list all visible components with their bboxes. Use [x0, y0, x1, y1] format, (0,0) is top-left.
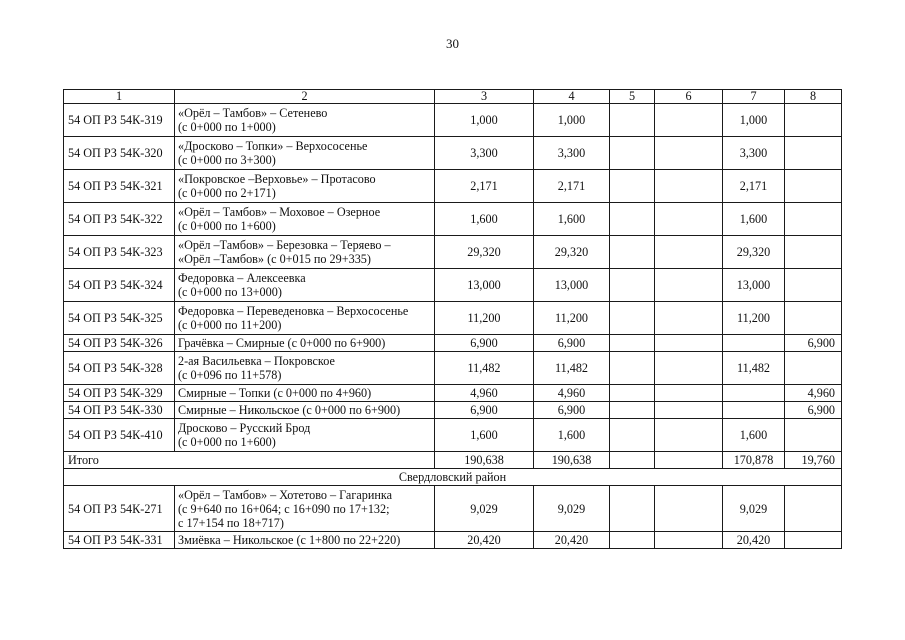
road-code-cell: 54 ОП РЗ 54К-271	[64, 486, 175, 532]
table-row	[64, 269, 842, 302]
value-cell-c3: 1,600	[435, 419, 534, 452]
table-row	[64, 486, 842, 532]
value-cell-c6	[655, 137, 723, 170]
value-cell-c5	[610, 236, 655, 269]
value-cell-c7: 1,000	[723, 104, 785, 137]
value-cell-c3: 20,420	[435, 532, 534, 549]
road-name-cell	[175, 170, 435, 203]
value-cell-c4: 1,600	[534, 203, 610, 236]
value-cell-c7	[723, 402, 785, 419]
road-name-line: (с 0+000 по 1+600)	[178, 219, 276, 233]
road-code-cell: 54 ОП РЗ 54К-322	[64, 203, 175, 236]
value-cell-c3: 2,171	[435, 170, 534, 203]
total-row	[64, 452, 842, 469]
road-code-cell: 54 ОП РЗ 54К-321	[64, 170, 175, 203]
table-row	[64, 419, 842, 452]
value-cell-c3: 11,482	[435, 352, 534, 385]
road-name-line: (с 0+000 по 13+000)	[178, 285, 282, 299]
value-cell-c5	[610, 335, 655, 352]
table-row	[64, 302, 842, 335]
road-name-line: Смирные – Топки (с 0+000 по 4+960)	[178, 386, 372, 400]
road-name-line: Дросково – Русский Брод	[178, 421, 311, 435]
value-cell-c8	[785, 419, 842, 452]
value-cell-c3: 13,000	[435, 269, 534, 302]
road-code-cell: 54 ОП РЗ 54К-410	[64, 419, 175, 452]
value-cell-c6	[655, 335, 723, 352]
value-cell-c4: 11,200	[534, 302, 610, 335]
road-name-line: «Дросково – Топки» – Верхососенье	[178, 139, 368, 153]
header-cell-2: 2	[175, 90, 435, 104]
value-cell-c4: 11,482	[534, 352, 610, 385]
total-cell-c5	[610, 452, 655, 469]
total-cell-c6	[655, 452, 723, 469]
value-cell-c3: 6,900	[435, 335, 534, 352]
road-code-cell: 54 ОП РЗ 54К-320	[64, 137, 175, 170]
road-name-cell	[175, 236, 435, 269]
table-row	[64, 137, 842, 170]
value-cell-c3: 1,600	[435, 203, 534, 236]
road-name-cell	[175, 402, 435, 419]
total-cell-c4: 190,638	[534, 452, 610, 469]
table-row	[64, 385, 842, 402]
value-cell-c6	[655, 203, 723, 236]
value-cell-c6	[655, 236, 723, 269]
value-cell-c5	[610, 419, 655, 452]
header-cell-1: 1	[64, 90, 175, 104]
value-cell-c6	[655, 486, 723, 532]
table-row	[64, 170, 842, 203]
value-cell-c8	[785, 269, 842, 302]
road-name-line: (с 0+000 по 3+300)	[178, 153, 276, 167]
table-row	[64, 532, 842, 549]
road-name-line: Смирные – Никольское (с 0+000 по 6+900)	[178, 403, 401, 417]
value-cell-c5	[610, 352, 655, 385]
value-cell-c6	[655, 352, 723, 385]
road-table	[63, 89, 842, 549]
road-code-cell: 54 ОП РЗ 54К-329	[64, 385, 175, 402]
road-code-cell: 54 ОП РЗ 54К-324	[64, 269, 175, 302]
value-cell-c7	[723, 385, 785, 402]
total-cell-c8: 19,760	[785, 452, 842, 469]
value-cell-c8	[785, 302, 842, 335]
value-cell-c8: 6,900	[785, 402, 842, 419]
road-name-cell	[175, 302, 435, 335]
road-name-cell	[175, 203, 435, 236]
table-row	[64, 236, 842, 269]
header-row	[64, 90, 842, 104]
road-name-cell	[175, 532, 435, 549]
section-title: Свердловский район	[64, 469, 842, 486]
value-cell-c5	[610, 385, 655, 402]
value-cell-c7: 9,029	[723, 486, 785, 532]
value-cell-c8	[785, 104, 842, 137]
road-name-line: Федоровка – Переведеновка – Верхососенье	[178, 304, 409, 318]
road-name-cell	[175, 419, 435, 452]
value-cell-c7: 2,171	[723, 170, 785, 203]
value-cell-c4: 9,029	[534, 486, 610, 532]
table-row	[64, 402, 842, 419]
header-cell-7: 7	[723, 90, 785, 104]
road-name-line: Змиёвка – Никольское (с 1+800 по 22+220)	[178, 533, 401, 547]
value-cell-c6	[655, 385, 723, 402]
value-cell-c4: 2,171	[534, 170, 610, 203]
value-cell-c8	[785, 532, 842, 549]
value-cell-c4: 13,000	[534, 269, 610, 302]
road-name-line: (с 0+000 по 2+171)	[178, 186, 276, 200]
value-cell-c4: 20,420	[534, 532, 610, 549]
value-cell-c3: 9,029	[435, 486, 534, 532]
table-row	[64, 335, 842, 352]
total-label: Итого	[64, 452, 435, 469]
total-cell-c3: 190,638	[435, 452, 534, 469]
road-name-cell	[175, 104, 435, 137]
value-cell-c7: 11,200	[723, 302, 785, 335]
value-cell-c7: 3,300	[723, 137, 785, 170]
value-cell-c6	[655, 302, 723, 335]
value-cell-c5	[610, 137, 655, 170]
road-name-line: (с 0+000 по 11+200)	[178, 318, 282, 332]
road-name-line: (с 0+000 по 1+000)	[178, 120, 276, 134]
value-cell-c7: 20,420	[723, 532, 785, 549]
value-cell-c3: 4,960	[435, 385, 534, 402]
total-cell-c7: 170,878	[723, 452, 785, 469]
value-cell-c4: 6,900	[534, 335, 610, 352]
value-cell-c5	[610, 532, 655, 549]
road-code-cell: 54 ОП РЗ 54К-330	[64, 402, 175, 419]
page-number: 30	[446, 36, 459, 51]
road-name-line: с 17+154 по 18+717)	[178, 515, 284, 530]
road-name-cell	[175, 352, 435, 385]
road-name-line: «Покровское –Верховье» – Протасово	[178, 172, 376, 186]
value-cell-c6	[655, 532, 723, 549]
value-cell-c8	[785, 236, 842, 269]
value-cell-c7: 1,600	[723, 419, 785, 452]
value-cell-c8	[785, 170, 842, 203]
value-cell-c5	[610, 203, 655, 236]
road-name-line: «Орёл –Тамбов» (с 0+015 по 29+335)	[178, 252, 371, 266]
header-cell-3: 3	[435, 90, 534, 104]
header-cell-5: 5	[610, 90, 655, 104]
value-cell-c4: 1,600	[534, 419, 610, 452]
value-cell-c3: 6,900	[435, 402, 534, 419]
road-name-line: (с 9+640 по 16+064; с 16+090 по 17+132;	[178, 501, 390, 516]
value-cell-c7: 1,600	[723, 203, 785, 236]
road-code-cell: 54 ОП РЗ 54К-323	[64, 236, 175, 269]
value-cell-c3: 1,000	[435, 104, 534, 137]
value-cell-c5	[610, 104, 655, 137]
table-row	[64, 203, 842, 236]
road-name-cell	[175, 137, 435, 170]
value-cell-c5	[610, 486, 655, 532]
value-cell-c4: 3,300	[534, 137, 610, 170]
value-cell-c8	[785, 486, 842, 532]
road-code-cell: 54 ОП РЗ 54К-319	[64, 104, 175, 137]
road-code-cell: 54 ОП РЗ 54К-331	[64, 532, 175, 549]
road-code-cell: 54 ОП РЗ 54К-326	[64, 335, 175, 352]
value-cell-c6	[655, 170, 723, 203]
value-cell-c8	[785, 203, 842, 236]
value-cell-c6	[655, 269, 723, 302]
value-cell-c8	[785, 137, 842, 170]
value-cell-c7	[723, 335, 785, 352]
road-name-line: Федоровка – Алексеевка	[178, 271, 306, 285]
table-body	[64, 90, 842, 549]
value-cell-c8: 6,900	[785, 335, 842, 352]
header-cell-4: 4	[534, 90, 610, 104]
road-name-line: «Орёл – Тамбов» – Моховое – Озерное	[178, 205, 381, 219]
value-cell-c4: 1,000	[534, 104, 610, 137]
value-cell-c3: 29,320	[435, 236, 534, 269]
table-row	[64, 352, 842, 385]
value-cell-c5	[610, 302, 655, 335]
value-cell-c7: 29,320	[723, 236, 785, 269]
value-cell-c4: 4,960	[534, 385, 610, 402]
value-cell-c4: 6,900	[534, 402, 610, 419]
road-name-cell	[175, 269, 435, 302]
header-cell-6: 6	[655, 90, 723, 104]
road-code-cell: 54 ОП РЗ 54К-328	[64, 352, 175, 385]
road-name-cell	[175, 335, 435, 352]
road-name-line: «Орёл – Тамбов» – Сетенево	[178, 106, 328, 120]
value-cell-c7: 13,000	[723, 269, 785, 302]
value-cell-c6	[655, 402, 723, 419]
road-name-line: (с 0+000 по 1+600)	[178, 435, 276, 449]
road-name-line: Грачёвка – Смирные (с 0+000 по 6+900)	[178, 336, 386, 350]
road-name-line: (с 0+096 по 11+578)	[178, 368, 282, 382]
value-cell-c3: 11,200	[435, 302, 534, 335]
value-cell-c5	[610, 170, 655, 203]
value-cell-c7: 11,482	[723, 352, 785, 385]
value-cell-c6	[655, 104, 723, 137]
value-cell-c8	[785, 352, 842, 385]
value-cell-c8: 4,960	[785, 385, 842, 402]
road-name-cell	[175, 385, 435, 402]
road-name-line: «Орёл –Тамбов» – Березовка – Теряево –	[178, 238, 391, 252]
value-cell-c5	[610, 269, 655, 302]
value-cell-c3: 3,300	[435, 137, 534, 170]
road-name-line: 2-ая Васильевка – Покровское	[178, 354, 335, 368]
road-code-cell: 54 ОП РЗ 54К-325	[64, 302, 175, 335]
table-row	[64, 104, 842, 137]
header-cell-8: 8	[785, 90, 842, 104]
value-cell-c5	[610, 402, 655, 419]
road-name-cell	[175, 486, 435, 532]
value-cell-c4: 29,320	[534, 236, 610, 269]
section-row	[64, 469, 842, 486]
value-cell-c6	[655, 419, 723, 452]
road-name-line: «Орёл – Тамбов» – Хотетово – Гагаринка	[178, 487, 393, 502]
